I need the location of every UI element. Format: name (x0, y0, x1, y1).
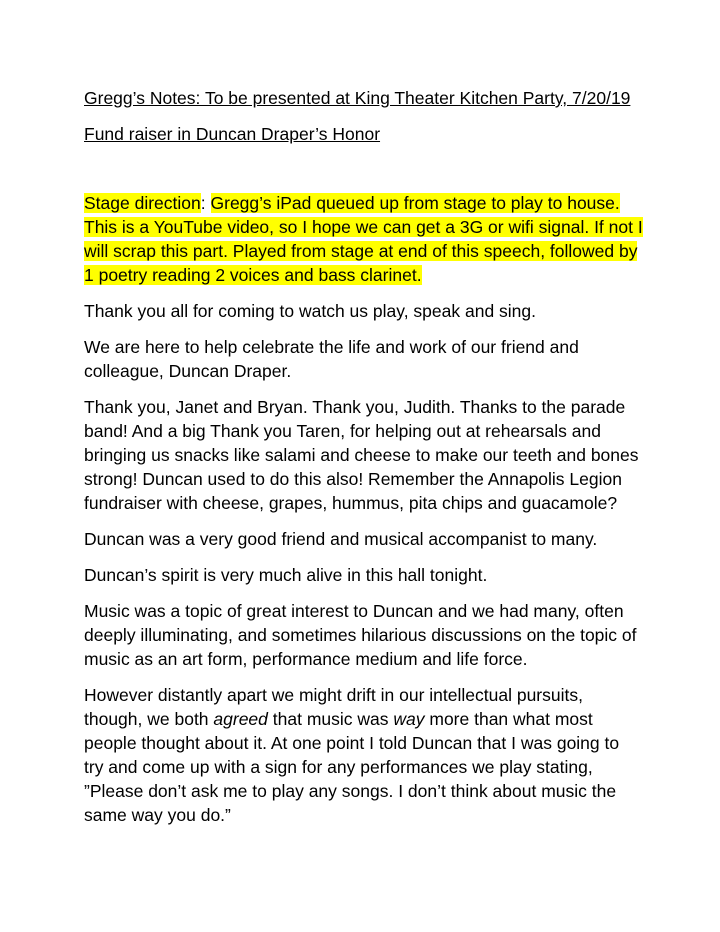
paragraph-line: However distantly apart we might drift in our intellectual pursuits, (84, 685, 583, 705)
document-subtitle (84, 122, 644, 146)
stage-direction-text: 1 poetry reading 2 voices and bass clarinet. (84, 265, 422, 285)
paragraph-line: ”Please don’t ask me to play any songs. I don’t think about music the (84, 781, 617, 801)
stage-direction-line (84, 263, 644, 287)
paragraph-thank-you (84, 395, 644, 515)
paragraph-line: music as an art form, performance medium and life force. (84, 649, 528, 669)
paragraph-line: band! And a big Thank you Taren, for helping out at rehearsals and (84, 421, 601, 441)
text-run: that music was (267, 709, 394, 729)
paragraph-line: people thought about it. At one point I told Duncan that I was going to (84, 733, 620, 753)
stage-direction-text: This is a YouTube video, so I hope we can get a 3G or wifi signal. If not I (84, 217, 643, 237)
document-page (84, 86, 644, 839)
stage-direction-label: Stage direction (84, 193, 201, 213)
paragraph-celebrate (84, 335, 644, 383)
paragraph-line: Duncan was a very good friend and musical accompanist to many. (84, 529, 598, 549)
paragraph-line: deeply illuminating, and sometimes hilarious discussions on the topic of (84, 625, 637, 645)
paragraph-line: try and come up with a sign for any performances we play stating, (84, 757, 593, 777)
paragraph-line: Thank you, Janet and Bryan. Thank you, Judith. Thanks to the parade (84, 397, 626, 417)
paragraph-line (84, 707, 644, 731)
text-run: more than what most (424, 709, 593, 729)
paragraph-line: strong! Duncan used to do this also! Remember the Annapolis Legion (84, 469, 622, 489)
paragraph-line: bringing us snacks like salami and cheese to make our teeth and bones (84, 445, 639, 465)
emphasis-agreed: agreed (213, 709, 268, 729)
document-title-text: Gregg’s Notes: To be presented at King Theater Kitchen Party, 7/20/19 (84, 88, 631, 108)
paragraph-line: fundraiser with cheese, grapes, hummus, pita chips and guacamole? (84, 493, 618, 513)
stage-direction-text: will scrap this part. Played from stage at end of this speech, followed by (84, 241, 638, 261)
stage-direction-line (84, 239, 644, 263)
paragraph-line: colleague, Duncan Draper. (84, 361, 292, 381)
paragraph-however (84, 683, 644, 827)
paragraph-line: Duncan’s spirit is very much alive in this hall tonight. (84, 565, 488, 585)
paragraph-line: Music was a topic of great interest to Duncan and we had many, often (84, 601, 624, 621)
stage-direction-colon: : (200, 193, 206, 213)
stage-direction-text: Gregg’s iPad queued up from stage to play to house. (210, 193, 620, 213)
paragraph-line: same way you do.” (84, 805, 231, 825)
document-subtitle-text: Fund raiser in Duncan Draper’s Honor (84, 124, 381, 144)
paragraph-line: Thank you all for coming to watch us play, speak and sing. (84, 301, 537, 321)
emphasis-way: way (393, 709, 425, 729)
paragraph-line: We are here to help celebrate the life and work of our friend and (84, 337, 579, 357)
stage-direction-line (84, 215, 644, 239)
paragraph-music-topic (84, 599, 644, 671)
document-title (84, 86, 644, 110)
text-run: though, we both (84, 709, 214, 729)
stage-direction-line (84, 191, 644, 215)
paragraph-spirit (84, 563, 644, 587)
paragraph-good-friend (84, 527, 644, 551)
paragraph-thanks-all (84, 299, 644, 323)
stage-direction (84, 191, 644, 287)
